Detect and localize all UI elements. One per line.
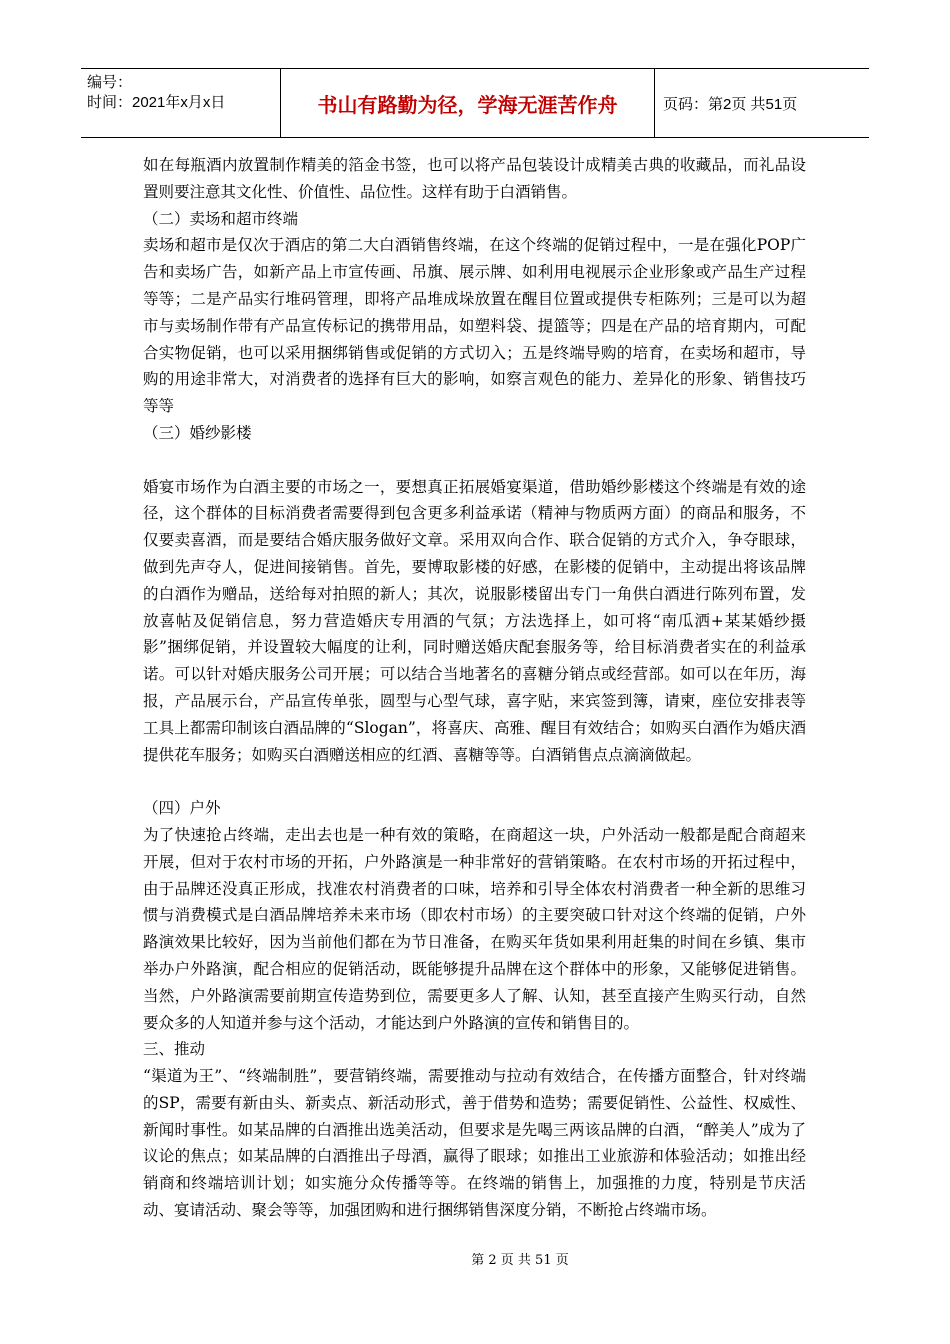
paragraph-spacer xyxy=(143,447,806,474)
document-number-label: 编号： xyxy=(87,74,133,91)
section-heading-push: 三、推动 xyxy=(143,1040,206,1059)
section-heading-outdoor: （四）户外 xyxy=(143,799,221,818)
page-footer: 第 2 页 共 51 页 xyxy=(471,1253,569,1268)
paragraph-outdoor: 为了快速抢占终端，走出去也是一种有效的策略，在商超这一块，户外活动一般都是配合商超来开展，但对于农村市场的开拓，户外路演是一种非常好的营销策略。在农村市场的开拓过程中，由于品牌还没真正形成，找准农村消费者的口味，培养和引导全体农村消费者一种全新的思维习惯与消费模式是白酒品牌培养未来市场（即农村市场）的主要突破口针对这个终端的促销，户外路演效果比较好，因为当前他们都在为节日准备，在购买年货如果利用赶集的时间在乡镇、集市举办户外路演，配合相应的促销活动，既能够提升品牌在这个群体中的形象，又能够促进销售。当然，户外路演需要前期宣传造势到位，需要更多人了解、认知，甚至直接产生购买行动，自然要众多的人知道并参与这个活动，才能达到户外路演的宣传和销售目的。 xyxy=(143,825,806,1032)
document-body xyxy=(143,152,806,1224)
paragraph-supermarket: 卖场和超市是仅次于酒店的第二大白酒销售终端，在这个终端的促销过程中，一是在强化POP广告和卖场广告，如新产品上市宣传画、吊旗、展示牌、如利用电视展示企业形象或产品生产过程等等；二是产品实行堆码管理，即将产品堆成垛放置在醒目位置或提供专柜陈列；三是可以为超市与卖场制作带有产品宣传标记的携带用品，如塑料袋、提篮等；四是在产品的培育期内，可配合实物促销，也可以采用捆绑销售或促销的方式切入；五是终端导购的培育，在卖场和超市，导购的用途非常大，对消费者的选择有巨大的影响，如察言观色的能力、差异化的形象、销售技巧等等 xyxy=(143,236,806,416)
document-date-label: 时间：2021年x月x日 xyxy=(87,94,226,111)
paragraph-spacer xyxy=(143,768,806,795)
paragraph-wedding-studio: 婚宴市场作为白酒主要的市场之一，要想真正拓展婚宴渠道，借助婚纱影楼这个终端是有效的途径，这个群体的目标消费者需要得到包含更多利益承诺（精神与物质两方面）的商品和服务，不仅要卖喜酒，而是要结合婚庆服务做好文章。采用双向合作、联合促销的方式介入，争夺眼球，做到先声夺人，促进间接销售。首先，要博取影楼的好感，在影楼的促销中，主动提出将该品牌的白酒作为赠品，送给每对拍照的新人；其次，说服影楼留出专门一角供白酒进行陈列布置，发放喜帖及促销信息，努力营造婚庆专用酒的气氛；方法选择上，如可将“南瓜洒+某某婚纱摄影”捆绑促销，并设置较大幅度的让利，同时赠送婚庆配套服务等，给目标消费者实在的利益承诺。可以针对婚庆服务公司开展；可以结合当地著名的喜糖分销点或经营部。如可以在年历，海报，产品展示台，产品宣传单张，圆型与心型气球，喜字贴，来宾签到簿，请柬，座位安排表等工具上都需印制该白酒品牌的“Slogan”，将喜庆、高雅、醒目有效结合；如购买白酒作为婚庆酒提供花车服务；如购买白酒赠送相应的红酒、喜糖等等。白酒销售点点滴滴做起。 xyxy=(143,477,806,764)
header-motto: 书山有路勤为径，学海无涯苦作舟 xyxy=(281,69,655,137)
paragraph-push: “渠道为王”、“终端制胜”，要营销终端，需要推动与拉动有效结合，在传播方面整合，针对终端的SP，需要有新由头、新卖点、新活动形式，善于借势和造势；需要促销性、公益性、权威性、新闻时事性。如某品牌的白酒推出选美活动，但要求是先喝三两该品牌的白酒，“醉美人”成为了议论的焦点；如某品牌的白酒推出子母酒，赢得了眼球；如推出工业旅游和体验活动；如推出经销商和终端培训计划；如实施分众传播等等。在终端的销售上，加强推的力度，特别是节庆活动、宴请活动、聚会等等，加强团购和进行捆绑销售深度分销，不断抢占终端市场。 xyxy=(143,1067,806,1220)
section-heading-supermarket: （二）卖场和超市终端 xyxy=(143,209,299,228)
header-page-info: 页码：第2页 共51页 xyxy=(663,95,798,113)
page-header xyxy=(81,68,869,138)
header-meta-cell xyxy=(81,69,281,137)
paragraph-gift-packaging: 如在每瓶酒内放置制作精美的箔金书签，也可以将产品包装设计成精美古典的收藏品，而礼品设置则要注意其文化性、价值性、品位性。这样有助于白酒销售。 xyxy=(143,156,806,201)
section-heading-wedding-studio: （三）婚纱影楼 xyxy=(143,423,252,442)
